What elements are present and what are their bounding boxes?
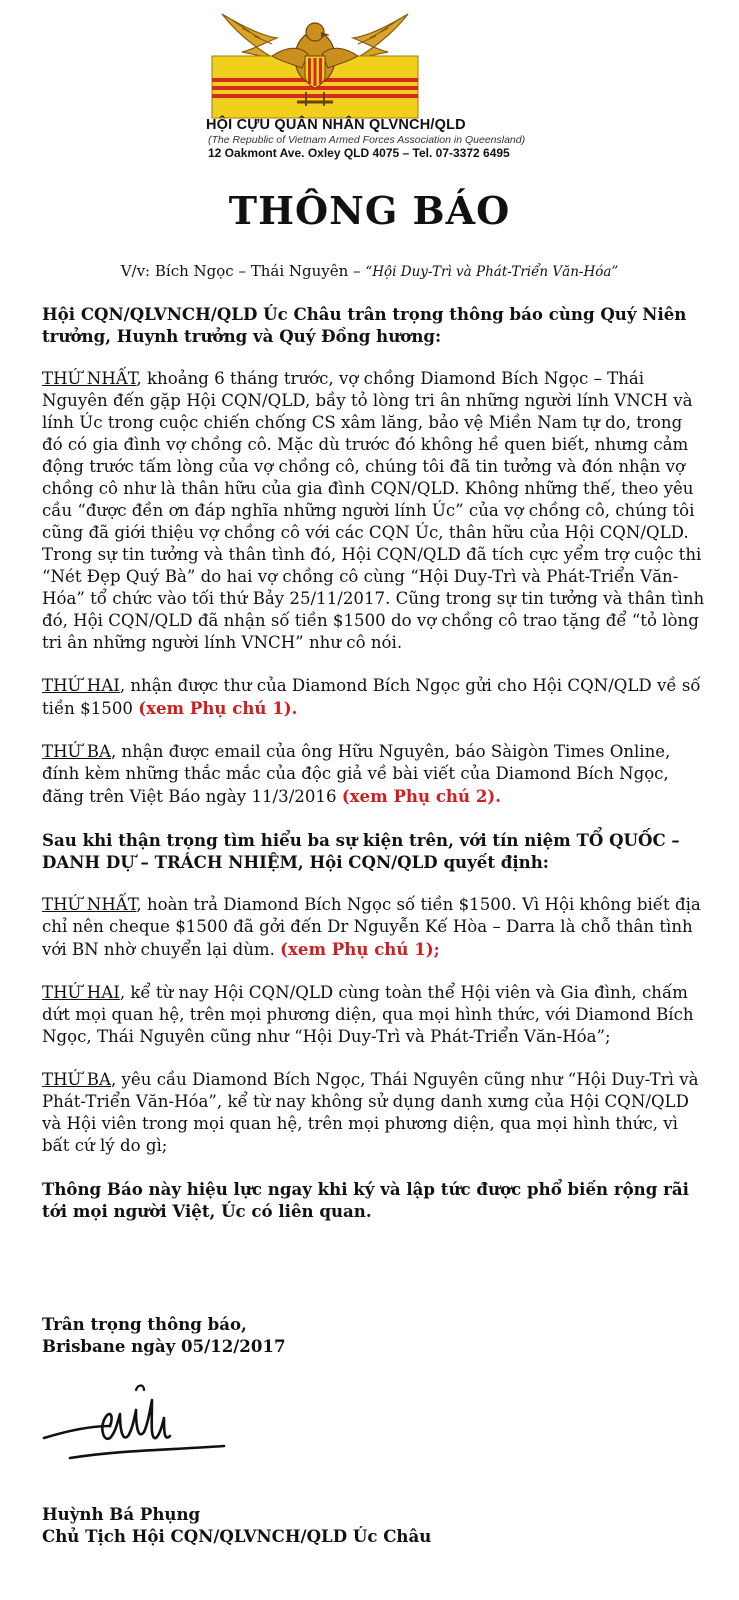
event-one-paragraph <box>42 368 708 654</box>
document-body <box>42 303 708 1243</box>
event-three-footnote-ref: (xem Phụ chú 2). <box>341 786 502 806</box>
event-two-text: , nhận được thư của Diamond Bích Ngọc gửi cho Hội CQN/QLD về số tiền $1500 <box>42 676 701 718</box>
eagle-flag-emblem-icon <box>202 6 428 124</box>
subject-prefix: V/v: Bích Ngọc – Thái Nguyên – <box>120 262 366 280</box>
decision-one-label: THỨ NHẤT <box>42 895 137 914</box>
letterhead <box>0 0 739 165</box>
subject-quote: “Hội Duy-Trì và Phát-Triển Văn-Hóa” <box>365 264 619 280</box>
decision-one-paragraph <box>42 894 708 961</box>
effect-paragraph: Thông Báo này hiệu lực ngay khi ký và lập tức được phổ biến rộng rãi tới mọi người Việt, Úc có liên quan. <box>42 1179 689 1221</box>
decision-three-paragraph <box>42 1069 708 1157</box>
decision-two-label: THỨ HAI <box>42 983 120 1002</box>
event-three-label: THỨ BA <box>42 742 111 761</box>
decision-one-text: , hoàn trả Diamond Bích Ngọc số tiền $1500. Vì Hội không biết địa chỉ nên cheque $1500 đã gởi đến Dr Nguyễn Kế Hòa – Darra là chỗ thân tình với BN nhờ chuyển lại dùm. <box>42 895 701 959</box>
organization-address: 12 Oakmont Ave. Oxley QLD 4075 – Tel. 07-3372 6495 <box>208 146 510 160</box>
event-two-footnote-ref: (xem Phụ chú 1). <box>138 698 298 718</box>
decision-two-paragraph <box>42 982 708 1048</box>
handwritten-signature <box>40 1380 240 1470</box>
closing-greeting: Trân trọng thông báo, <box>42 1314 247 1334</box>
decision-intro-paragraph: Sau khi thận trọng tìm hiểu ba sự kiện trên, với tín niệm TỔ QUỐC – DANH DỰ – TRÁCH NHIỆM, Hội CQN/QLD quyết định: <box>42 830 680 872</box>
event-two-label: THỨ HAI <box>42 676 120 695</box>
event-one-text: , khoảng 6 tháng trước, vợ chồng Diamond Bích Ngọc – Thái Nguyên đến gặp Hội CQN/QLD, bầy tỏ lòng tri ân những người lính VNCH và lính Úc trong cuộc chiến chống CS xâm lăng, bảo vệ Miền Nam tự do, trong đó có gia đình vợ chồng cô. Mặc dù trước đó không hề quen biết, nhưng cảm động trước tấm lòng của vợ chồng cô, chúng tôi đã tin tưởng và đón nhận vợ chồng cô như là thân hữu của gia đình CQN/QLD. Không những thế, theo yêu cầu “được đền ơn đáp nghĩa những người lính Úc” của vợ chồng cô, chúng tôi cũng đã giới thiệu vợ chồng cô với các CQN Úc, thân hữu của Hội CQN/QLD. Trong sự tin tưởng và thân tình đó, Hội CQN/QLD đã tích cực yểm trợ cuộc thi “Nét Đẹp Quý Bà” do hai vợ chồng cô cùng “Hội Duy-Trì và Phát-Triển Văn-Hóa” tổ chức vào tối thứ Bảy 25/11/2017. Cũng trong sự tin tưởng và thân tình đó, Hội CQN/QLD đã nhận số tiền $1500 do vợ chồng cô trao tặng để “tỏ lòng tri ân những người lính VNCH” như cô nói. <box>42 369 705 652</box>
signer-name: Huỳnh Bá Phụng <box>42 1504 201 1524</box>
signer-block <box>42 1503 431 1547</box>
subject-line <box>0 262 739 280</box>
closing-block <box>42 1313 286 1357</box>
event-one-label: THỨ NHẤT <box>42 369 137 388</box>
organization-name: HỘI CỰU QUÂN NHÂN QLVNCH/QLD <box>206 117 466 133</box>
closing-date: Brisbane ngày 05/12/2017 <box>42 1336 286 1356</box>
decision-two-text: , kể từ nay Hội CQN/QLD cùng toàn thể Hội viên và Gia đình, chấm dứt mọi quan hệ, trên mọi phương diện, qua mọi hình thức, với Diamond Bích Ngọc, Thái Nguyên cũng như “Hội Duy-Trì và Phát-Triển Văn-Hóa”; <box>42 983 694 1046</box>
organization-subtitle: (The Republic of Vietnam Armed Forces Association in Queensland) <box>208 134 526 146</box>
event-two-paragraph <box>42 675 708 720</box>
signer-position: Chủ Tịch Hội CQN/QLVNCH/QLD Úc Châu <box>42 1526 432 1546</box>
intro-paragraph: Hội CQN/QLVNCH/QLD Úc Châu trân trọng thông báo cùng Quý Niên trưởng, Huynh trưởng và Quý Đồng hương: <box>42 304 687 346</box>
decision-one-footnote-ref: (xem Phụ chú 1); <box>280 939 440 959</box>
decision-three-label: THỨ BA <box>42 1070 111 1089</box>
event-three-paragraph <box>42 741 708 808</box>
document-title: THÔNG BÁO <box>228 188 511 233</box>
decision-three-text: , yêu cầu Diamond Bích Ngọc, Thái Nguyên cũng như “Hội Duy-Trì và Phát-Triển Văn-Hóa”, kể từ nay không sử dụng danh xưng của Hội CQN/QLD và Hội viên trong mọi quan hệ, trên mọi phương diện, qua mọi hình thức, vì bất cứ lý do gì; <box>42 1070 699 1155</box>
event-three-text: , nhận được email của ông Hữu Nguyên, báo Sàigòn Times Online, đính kèm những thắc mắc của độc giả về bài viết của Diamond Bích Ngọc, đăng trên Việt Báo ngày 11/3/2016 <box>42 742 671 806</box>
